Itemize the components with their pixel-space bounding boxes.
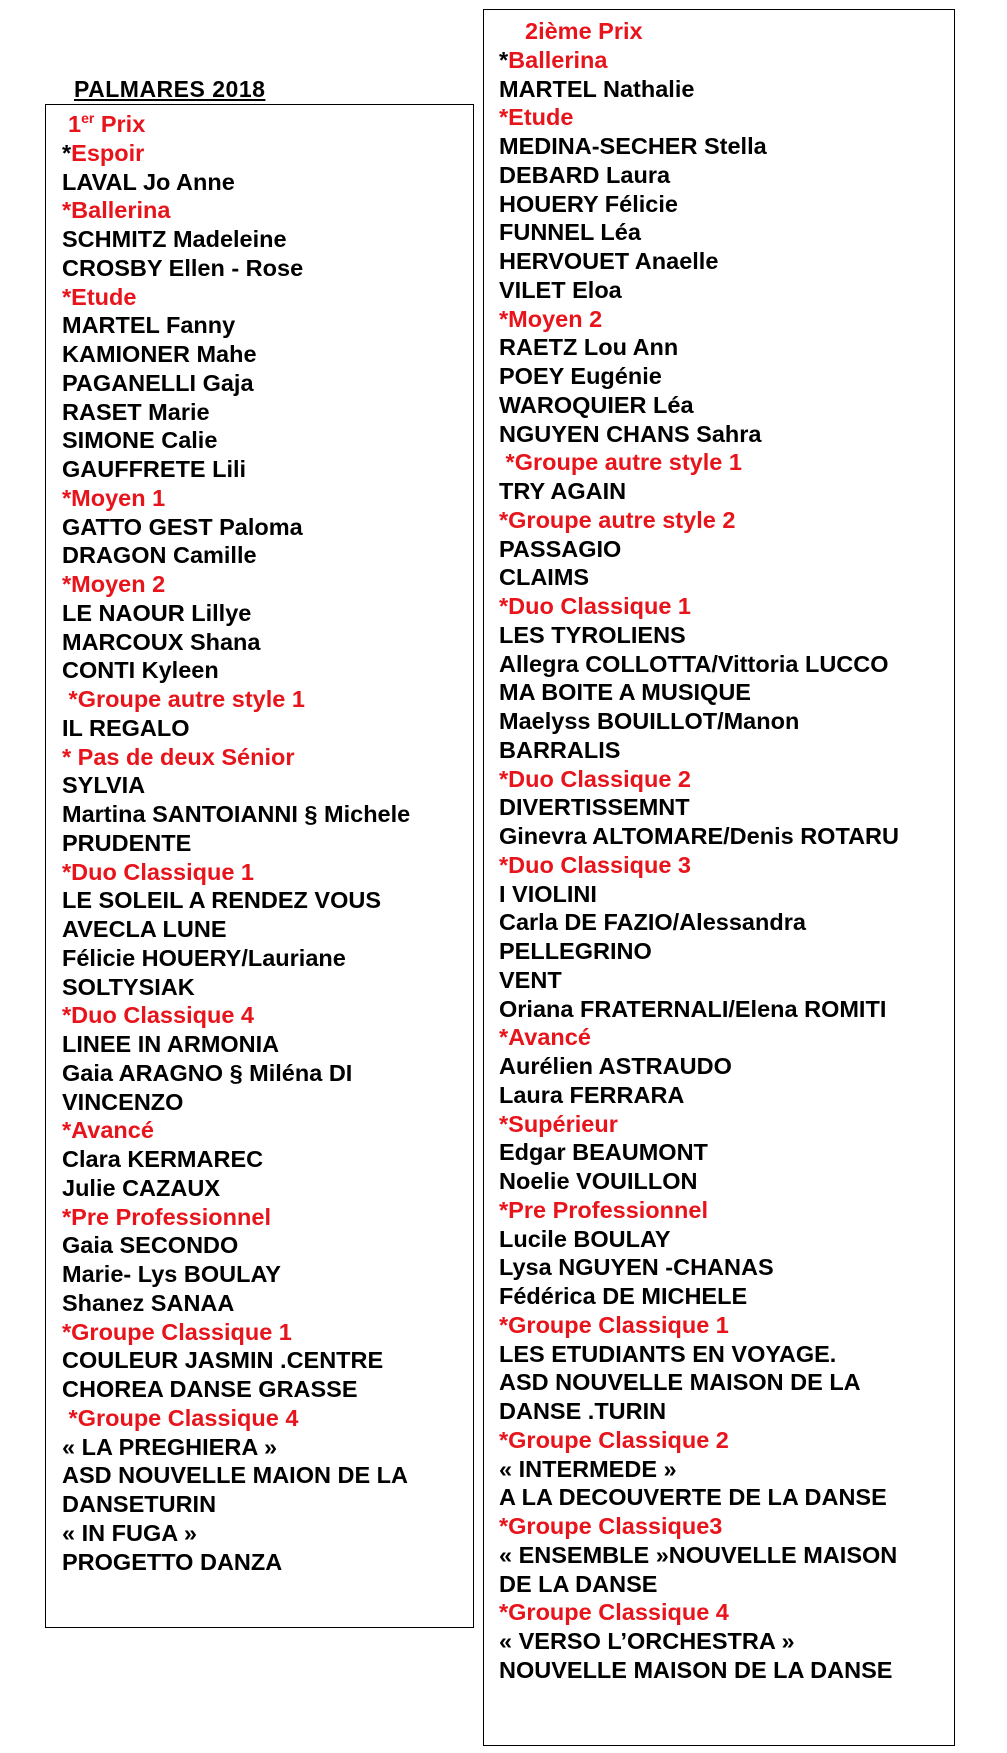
winner-entry: I VIOLINI: [499, 880, 597, 907]
winner-entry: CONTI Kyleen: [62, 657, 219, 684]
category-star: *: [499, 765, 509, 792]
category-label: Ballerina: [508, 46, 608, 73]
winner-entry: DANSETURIN: [62, 1491, 217, 1517]
category-label: Moyen 1: [71, 484, 166, 511]
category-label: Etude: [508, 104, 574, 131]
category-label: Moyen 2: [508, 305, 603, 332]
winner-entry: Lucile BOULAY: [499, 1225, 671, 1252]
winner-entry: LES ETUDIANTS EN VOYAGE.: [499, 1340, 837, 1367]
category-star: *: [499, 449, 515, 476]
winner-entry: Gaia SECONDO: [62, 1232, 239, 1259]
category-star: *: [62, 484, 72, 511]
winner-entry: PASSAGIO: [499, 535, 622, 562]
category-star: *: [62, 743, 72, 770]
category-label: Groupe autre style 1: [77, 686, 305, 712]
winner-entry: LES TYROLIENS: [499, 621, 686, 648]
category-star: *: [499, 1513, 509, 1539]
category-label: Supérieur: [508, 1110, 618, 1137]
winner-entry: FUNNEL Léa: [499, 219, 641, 246]
winner-entry: BARRALIS: [499, 736, 621, 763]
winner-entry: SCHMITZ Madeleine: [62, 226, 287, 252]
winner-entry: Oriana FRATERNALI/Elena ROMITI: [499, 995, 887, 1022]
category-star: *: [62, 139, 72, 166]
category-heading: [499, 1311, 899, 1340]
winner-entry: COULEUR JASMIN .CENTRE: [62, 1347, 384, 1374]
category-label: Groupe Classique 4: [508, 1599, 729, 1626]
category-label: Groupe Classique 1: [508, 1311, 729, 1338]
category-label: Groupe Classique 4: [77, 1404, 299, 1431]
category-label: Etude: [71, 283, 137, 310]
category-star: *: [62, 283, 72, 310]
category-star: *: [499, 305, 509, 332]
winner-entry: Carla DE FAZIO/Alessandra: [499, 909, 806, 936]
winner-entry: LE SOLEIL A RENDEZ VOUS: [62, 887, 382, 914]
winner-entry: TRY AGAIN: [499, 478, 627, 504]
winner-entry: DRAGON Camille: [62, 542, 257, 569]
winner-entry: POEY Eugénie: [499, 363, 662, 389]
winner-entry: SIMONE Calie: [62, 427, 218, 454]
winner-entry: « VERSO L’ORCHESTRA »: [499, 1628, 795, 1654]
category-heading: [62, 1318, 410, 1347]
category-star: *: [499, 593, 509, 619]
winner-entry: Ginevra ALTOMARE/Denis ROTARU: [499, 823, 899, 849]
category-star: *: [499, 1426, 509, 1453]
category-heading: [499, 592, 899, 621]
winner-entry: MARTEL Fanny: [62, 312, 236, 339]
category-star: *: [62, 197, 72, 224]
winner-entry: VENT: [499, 966, 562, 993]
winner-entry: MA BOITE A MUSIQUE: [499, 679, 751, 706]
winner-entry: MEDINA-SECHER Stella: [499, 133, 767, 159]
winner-entry: PROGETTO DANZA: [62, 1548, 283, 1575]
winner-entry: SYLVIA: [62, 772, 146, 799]
category-heading: [62, 1203, 410, 1232]
category-star: *: [499, 104, 509, 131]
first-prize-heading: [62, 110, 410, 139]
winner-entry: « INTERMEDE »: [499, 1455, 677, 1482]
winner-entry: PAGANELLI Gaja: [62, 369, 254, 396]
winner-entry: DE LA DANSE: [499, 1570, 658, 1597]
winner-entry: Gaia ARAGNO § Miléna DI: [62, 1059, 353, 1086]
category-star: *: [62, 858, 72, 885]
category-label: Pre Professionnel: [71, 1203, 271, 1230]
winner-entry: NGUYEN CHANS Sahra: [499, 420, 762, 447]
winner-entry: GATTO GEST Paloma: [62, 513, 303, 540]
category-label: Duo Classique 3: [508, 851, 691, 878]
winner-entry: RAETZ Lou Ann: [499, 334, 679, 361]
first-prize-list: [62, 139, 410, 1577]
winner-entry: SOLTYSIAK: [62, 973, 195, 1000]
category-star: *: [499, 851, 509, 878]
category-star: *: [499, 1599, 509, 1626]
winner-entry: ASD NOUVELLE MAISON DE LA: [499, 1369, 861, 1396]
winner-entry: NOUVELLE MAISON DE LA DANSE: [499, 1656, 893, 1683]
category-label: Groupe Classique 2: [508, 1426, 729, 1453]
winner-entry: IL REGALO: [62, 714, 190, 741]
winner-entry: LE NAOUR Lillye: [62, 599, 252, 626]
category-star: *: [499, 506, 509, 533]
category-star: *: [62, 1002, 72, 1029]
page-title: PALMARES 2018: [74, 76, 266, 102]
category-heading: [499, 103, 899, 132]
category-label: Groupe Classique 1: [71, 1318, 292, 1345]
winner-entry: DIVERTISSEMNT: [499, 794, 690, 821]
category-heading: [499, 1023, 899, 1052]
winner-entry: « IN FUGA »: [62, 1519, 197, 1546]
winner-entry: LINEE IN ARMONIA: [62, 1031, 280, 1057]
category-heading: [499, 1426, 899, 1455]
category-heading: [62, 570, 410, 599]
category-star: *: [499, 46, 509, 73]
category-heading: [499, 851, 899, 880]
category-heading: [62, 685, 410, 714]
winner-entry: PRUDENTE: [62, 829, 192, 856]
category-star: *: [499, 1311, 509, 1338]
category-label: Groupe autre style 1: [514, 449, 742, 476]
winner-entry: MARCOUX Shana: [62, 628, 261, 655]
category-heading: [62, 743, 410, 772]
category-label: Avancé: [71, 1117, 154, 1144]
winner-entry: Shanez SANAA: [62, 1289, 235, 1316]
winner-entry: KAMIONER Mahe: [62, 341, 257, 367]
winner-entry: Laura FERRARA: [499, 1081, 685, 1108]
category-label: Ballerina: [71, 197, 171, 224]
winner-entry: Noelie VOUILLON: [499, 1168, 698, 1194]
first-prize-suffix: er: [81, 110, 95, 126]
category-star: *: [62, 1404, 78, 1431]
winner-entry: PELLEGRINO: [499, 938, 652, 964]
category-label: Moyen 2: [71, 571, 166, 597]
category-label: Groupe autre style 2: [508, 506, 736, 533]
winner-entry: GAUFFRETE Lili: [62, 456, 247, 482]
winner-entry: MARTEL Nathalie: [499, 75, 695, 102]
winner-entry: CLAIMS: [499, 564, 590, 591]
winner-entry: Aurélien ASTRAUDO: [499, 1053, 732, 1079]
winner-entry: Lysa NGUYEN -CHANAS: [499, 1254, 774, 1281]
category-label: Duo Classique 2: [508, 765, 691, 792]
winner-entry: HOUERY Félicie: [499, 190, 678, 217]
category-heading: [62, 1404, 410, 1433]
winner-entry: Fédérica DE MICHELE: [499, 1283, 748, 1309]
category-label: Duo Classique 4: [71, 1002, 254, 1029]
winner-entry: A LA DECOUVERTE DE LA DANSE: [499, 1484, 887, 1511]
category-heading: [62, 283, 410, 312]
category-label: Pre Professionnel: [508, 1196, 708, 1223]
winner-entry: Marie- Lys BOULAY: [62, 1261, 281, 1287]
winner-entry: « LA PREGHIERA »: [62, 1433, 278, 1460]
category-star: *: [499, 1196, 509, 1223]
category-heading: [499, 1512, 899, 1541]
winner-entry: AVECLA LUNE: [62, 916, 227, 942]
category-star: *: [62, 1117, 72, 1144]
category-heading: [499, 448, 899, 477]
category-heading: [62, 858, 410, 887]
category-heading: [62, 196, 410, 225]
second-prize-column: [499, 17, 899, 1685]
category-heading: [62, 139, 410, 168]
winner-entry: WAROQUIER Léa: [499, 391, 694, 418]
category-heading: [499, 305, 899, 334]
winner-entry: HERVOUET Anaelle: [499, 248, 719, 274]
category-label: Groupe Classique3: [508, 1513, 723, 1539]
category-star: *: [499, 1110, 509, 1137]
winner-entry: Maelyss BOUILLOT/Manon: [499, 708, 800, 734]
winner-entry: « ENSEMBLE »NOUVELLE MAISON: [499, 1541, 898, 1568]
winner-entry: DANSE .TURIN: [499, 1398, 667, 1424]
category-label: Duo Classique 1: [71, 858, 254, 885]
second-prize-heading: 2ième Prix: [525, 18, 643, 44]
category-heading: [499, 1110, 899, 1139]
winner-entry: Clara KERMAREC: [62, 1146, 264, 1172]
category-star: *: [62, 1318, 72, 1345]
category-label: Duo Classique 1: [508, 593, 691, 619]
first-prize-word: Prix: [94, 111, 146, 137]
winner-entry: CHOREA DANSE GRASSE: [62, 1376, 358, 1402]
category-heading: [62, 1001, 410, 1030]
category-heading: [499, 1598, 899, 1627]
category-heading: [62, 1116, 410, 1145]
winner-entry: Edgar BEAUMONT: [499, 1139, 708, 1166]
category-star: *: [62, 1203, 72, 1230]
first-prize-column: [62, 110, 410, 1576]
winner-entry: DEBARD Laura: [499, 161, 671, 188]
winner-entry: CROSBY Ellen - Rose: [62, 254, 304, 281]
category-heading: [499, 46, 899, 75]
winner-entry: LAVAL Jo Anne: [62, 168, 235, 195]
category-heading: [499, 506, 899, 535]
category-label: Avancé: [508, 1024, 591, 1051]
winner-entry: ASD NOUVELLE MAION DE LA: [62, 1462, 408, 1489]
first-prize-number: 1: [68, 111, 82, 137]
category-heading: [499, 765, 899, 794]
winner-entry: VILET Eloa: [499, 276, 622, 303]
category-star: *: [62, 686, 78, 712]
category-heading: [499, 1196, 899, 1225]
category-label: Pas de deux Sénior: [71, 743, 295, 770]
winner-entry: Félicie HOUERY/Lauriane: [62, 944, 346, 971]
category-star: *: [62, 571, 72, 597]
winner-entry: Julie CAZAUX: [62, 1174, 220, 1201]
category-label: Espoir: [71, 139, 145, 166]
winner-entry: Martina SANTOIANNI § Michele: [62, 801, 411, 827]
winner-entry: RASET Marie: [62, 398, 210, 425]
second-prize-list: [499, 46, 899, 1685]
category-heading: [62, 484, 410, 513]
category-star: *: [499, 1024, 509, 1051]
winner-entry: Allegra COLLOTTA/Vittoria LUCCO: [499, 650, 889, 677]
winner-entry: VINCENZO: [62, 1088, 184, 1115]
